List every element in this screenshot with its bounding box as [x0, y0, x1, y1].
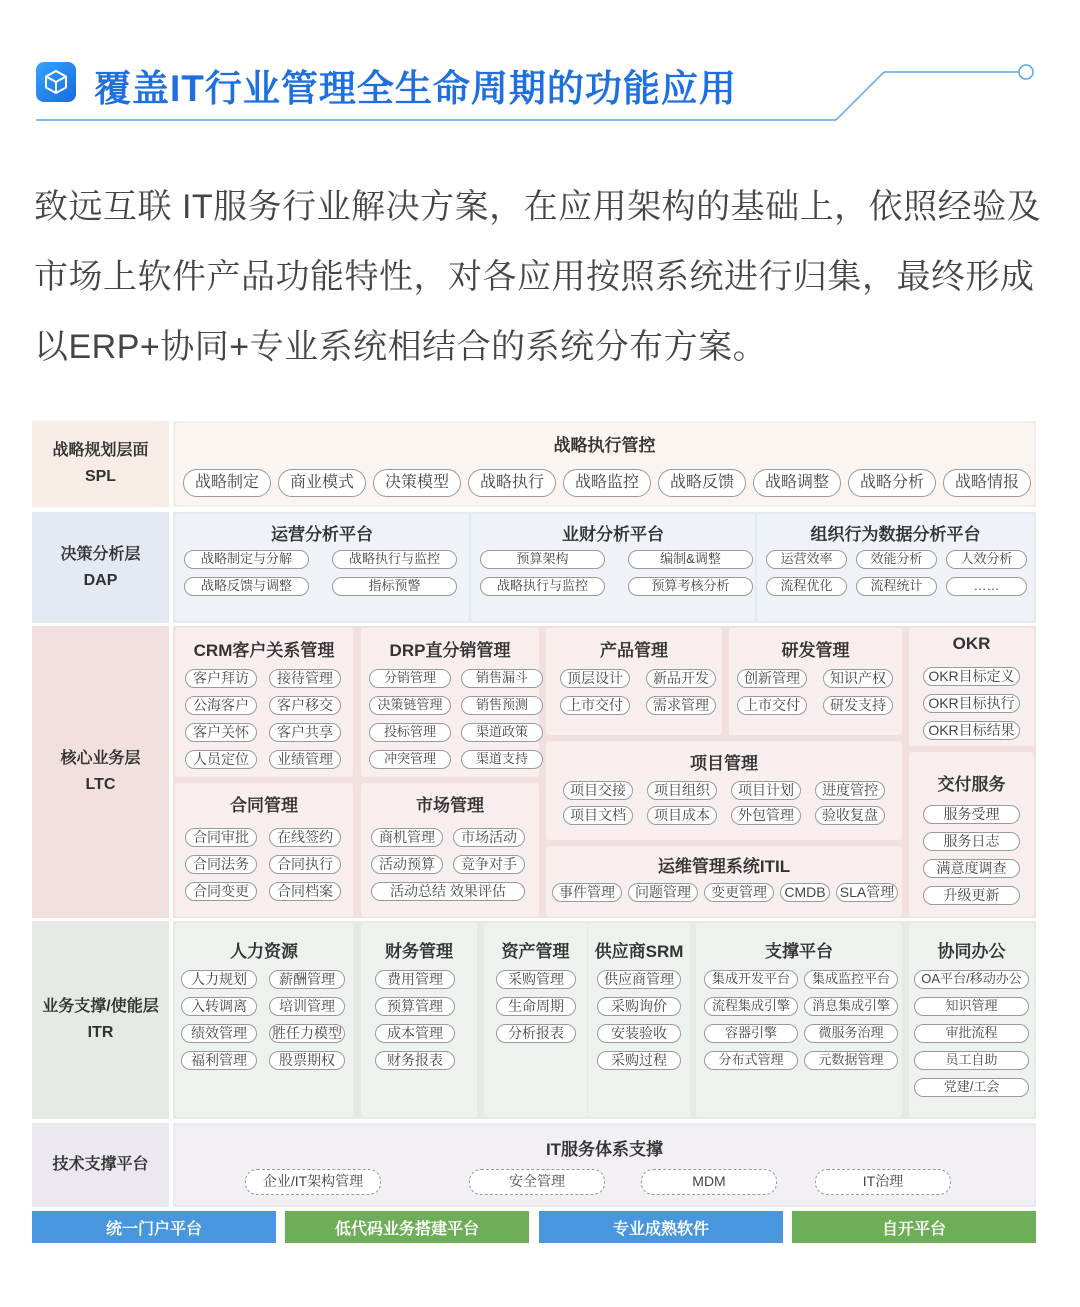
- item-pill: 效能分析: [856, 550, 937, 569]
- item-pill: 上市交付: [560, 696, 630, 715]
- strategy-pill: 战略监控: [563, 469, 651, 497]
- itil-box: [546, 846, 902, 917]
- item-pill: 知识产权: [823, 669, 893, 688]
- item-pill: CMDB: [780, 883, 830, 902]
- tech-pill: 企业/IT架构管理: [245, 1169, 381, 1195]
- item-pill: 股票期权: [269, 1051, 345, 1070]
- layer-name: 核心业务层: [60, 750, 141, 767]
- strategy-pill: 战略制定: [183, 469, 271, 497]
- contract-box-title: 合同管理: [230, 796, 298, 815]
- rnd-box: [729, 628, 902, 735]
- strategy-pill: 战略情报: [943, 469, 1031, 497]
- item-pill: 需求管理: [646, 696, 716, 715]
- hr-box: [175, 923, 353, 1117]
- tech-pill: 安全管理: [469, 1169, 605, 1195]
- layer-code: DAP: [83, 571, 118, 589]
- product-box: [546, 628, 722, 735]
- item-pill: 外包管理: [731, 806, 801, 825]
- item-pill: 市场活动: [453, 828, 525, 847]
- item-pill: 采购管理: [496, 970, 576, 989]
- item-pill: 预算考核分析: [628, 577, 753, 596]
- item-pill: 项目成本: [647, 806, 717, 825]
- item-pill: 顶层设计: [560, 669, 630, 688]
- item-pill: 知识管理: [914, 997, 1029, 1016]
- strategy-pill: 战略调整: [753, 469, 841, 497]
- layer-name: 技术支撑平台: [52, 1156, 149, 1173]
- item-pill: 分销管理: [369, 669, 451, 688]
- item-pill: 费用管理: [375, 970, 455, 989]
- item-pill: 培训管理: [269, 997, 345, 1016]
- item-pill: 运营效率: [766, 550, 847, 569]
- item-pill: 分布式管理: [704, 1051, 798, 1070]
- layer-label-dap: [32, 512, 169, 623]
- item-pill: 战略反馈与调整: [184, 577, 309, 596]
- item-pill: 客户拜访: [185, 669, 257, 688]
- item-pill: 薪酬管理: [269, 970, 345, 989]
- platform-bar: 统一门户平台: [32, 1211, 276, 1243]
- finance-box: [361, 923, 477, 1117]
- tech-box-title: IT服务体系支撑: [545, 1140, 664, 1159]
- dap-box-0-title: 运营分析平台: [271, 525, 373, 544]
- item-pill: 项目计划: [731, 781, 801, 800]
- delivery-box: [909, 752, 1034, 917]
- item-pill: 合同档案: [269, 882, 341, 901]
- spl-box: [175, 423, 1034, 505]
- collab-box-title: 协同办公: [937, 942, 1006, 961]
- itil-box-title: 运维管理系统ITIL: [657, 857, 791, 876]
- item-pill: 合同变更: [185, 882, 257, 901]
- contract-box: [175, 783, 353, 917]
- item-pill: 决策链管理: [369, 696, 451, 715]
- item-pill: 竞争对手: [453, 855, 525, 874]
- layer-label-spl: [32, 421, 169, 507]
- strategy-pill: 决策模型: [373, 469, 461, 497]
- platform-bar: 低代码业务搭建平台: [285, 1211, 529, 1243]
- collab-box: [909, 923, 1034, 1117]
- item-pill: ……: [946, 577, 1027, 596]
- support-box-title: 支撑平台: [765, 942, 833, 961]
- project-box: [546, 741, 902, 840]
- item-pill: 合同执行: [269, 855, 341, 874]
- item-pill: 合同法务: [185, 855, 257, 874]
- dap-box-2: [757, 514, 1034, 621]
- item-pill: 新品开发: [646, 669, 716, 688]
- item-pill: 元数据管理: [804, 1051, 898, 1070]
- strategy-pill: 战略分析: [848, 469, 936, 497]
- section-header: [36, 60, 1046, 124]
- item-pill: 业绩管理: [269, 750, 341, 769]
- item-pill: 消息集成引擎: [804, 997, 898, 1016]
- item-pill: 流程集成引擎: [704, 997, 798, 1016]
- spl-box-title: 战略执行管控: [553, 436, 656, 455]
- item-pill: 验收复盘: [815, 806, 885, 825]
- item-pill: 战略制定与分解: [184, 550, 309, 569]
- item-pill: 活动总结 效果评估: [371, 882, 525, 901]
- item-pill: 集成开发平台: [704, 970, 798, 989]
- item-pill: 客户共享: [269, 723, 341, 742]
- item-pill: 项目文档: [563, 806, 633, 825]
- item-pill: 绩效管理: [181, 1024, 257, 1043]
- item-pill: 采购询价: [597, 997, 681, 1016]
- tech-pill: MDM: [641, 1169, 777, 1195]
- item-pill: 容器引擎: [704, 1024, 798, 1043]
- dap-box-1-title: 业财分析平台: [562, 525, 664, 544]
- item-pill: 合同审批: [185, 828, 257, 847]
- item-pill: 福利管理: [181, 1051, 257, 1070]
- project-box-title: 项目管理: [690, 754, 758, 773]
- layer-code: ITR: [87, 1024, 114, 1041]
- item-pill: 渠道支持: [461, 750, 543, 769]
- item-pill: 供应商管理: [597, 970, 681, 989]
- item-pill: 分析报表: [496, 1024, 576, 1043]
- layer-code: LTC: [85, 776, 116, 793]
- asset-box: [484, 923, 587, 1117]
- item-pill: 冲突管理: [369, 750, 451, 769]
- item-pill: 集成监控平台: [804, 970, 898, 989]
- section-title: 覆盖IT行业管理全生命周期的功能应用: [94, 68, 737, 109]
- okr-box: [909, 628, 1034, 746]
- delivery-box-title: 交付服务: [937, 775, 1006, 794]
- item-pill: 人力规划: [181, 970, 257, 989]
- item-pill: OA平台/移动办公: [914, 970, 1029, 989]
- item-pill: 预算管理: [375, 997, 455, 1016]
- layer-label-ltc: [32, 626, 169, 918]
- item-pill: 问题管理: [628, 883, 698, 902]
- item-pill: OKR目标结果: [923, 721, 1020, 740]
- item-pill: 渠道政策: [461, 723, 543, 742]
- item-pill: 活动预算: [371, 855, 443, 874]
- platform-bar: 自开平台: [792, 1211, 1036, 1243]
- item-pill: 客户关怀: [185, 723, 257, 742]
- srm-box: [588, 923, 690, 1117]
- platform-bar: 专业成熟软件: [539, 1211, 783, 1243]
- crm-box-title: CRM客户关系管理: [193, 641, 335, 660]
- item-pill: 项目组织: [647, 781, 717, 800]
- item-pill: 党建/工会: [914, 1078, 1029, 1097]
- intro-paragraph: 致远互联 IT服务行业解决方案，在应用架构的基础上，依照经验及市场上软件产品功能特性，对各应用按照系统进行归集，最终形成以ERP+协同+专业系统相结合的系统分布方案。: [34, 188, 1042, 366]
- item-pill: 成本管理: [375, 1024, 455, 1043]
- item-pill: 预算架构: [480, 550, 605, 569]
- item-pill: 客户移交: [269, 696, 341, 715]
- item-pill: 事件管理: [552, 883, 622, 902]
- layer-name: 决策分析层: [60, 545, 141, 563]
- drp-box: [361, 628, 539, 777]
- tech-pill: IT治理: [815, 1169, 951, 1195]
- market-box: [361, 783, 539, 917]
- layer-label-itr: [32, 921, 169, 1119]
- item-pill: 入转调离: [181, 997, 257, 1016]
- item-pill: 销售预测: [461, 696, 543, 715]
- item-pill: 指标预警: [332, 577, 457, 596]
- dap-box-2-title: 组织行为数据分析平台: [810, 525, 981, 544]
- drp-box-title: DRP直分销管理: [389, 641, 511, 660]
- item-pill: 人效分析: [946, 550, 1027, 569]
- hr-box-title: 人力资源: [230, 942, 298, 961]
- item-pill: 员工自助: [914, 1051, 1029, 1070]
- item-pill: SLA管理: [836, 883, 898, 902]
- item-pill: 上市交付: [737, 696, 807, 715]
- item-pill: 研发支持: [823, 696, 893, 715]
- strategy-pill: 战略执行: [468, 469, 556, 497]
- layer-name: 业务支撑/使能层: [42, 998, 159, 1015]
- item-pill: 项目交接: [563, 781, 633, 800]
- item-pill: 财务报表: [375, 1051, 455, 1070]
- item-pill: 公海客户: [185, 696, 257, 715]
- layer-code: SPL: [84, 468, 117, 485]
- srm-box-title: 供应商SRM: [594, 942, 684, 961]
- architecture-diagram: [32, 421, 1036, 1243]
- item-pill: 服务日志: [923, 832, 1020, 851]
- finance-box-title: 财务管理: [385, 942, 453, 961]
- item-pill: 编制&调整: [628, 550, 753, 569]
- okr-box-title: OKR: [952, 634, 991, 653]
- dap-box-1: [471, 514, 755, 621]
- item-pill: 安装验收: [597, 1024, 681, 1043]
- item-pill: 创新管理: [737, 669, 807, 688]
- item-pill: 接待管理: [269, 669, 341, 688]
- tech-box: [175, 1125, 1034, 1205]
- layer-label-tech: [32, 1123, 169, 1207]
- market-box-title: 市场管理: [416, 796, 484, 815]
- item-pill: 投标管理: [369, 723, 451, 742]
- asset-box-title: 资产管理: [501, 942, 570, 961]
- strategy-pill: 战略反馈: [658, 469, 746, 497]
- item-pill: 战略执行与监控: [480, 577, 605, 596]
- item-pill: 服务受理: [923, 805, 1020, 824]
- item-pill: 战略执行与监控: [332, 550, 457, 569]
- cube-icon: [36, 62, 76, 102]
- rnd-box-title: 研发管理: [781, 641, 850, 660]
- dap-box-0: [175, 514, 469, 621]
- item-pill: OKR目标定义: [923, 667, 1020, 686]
- crm-box: [175, 628, 353, 777]
- item-pill: 升级更新: [923, 886, 1020, 905]
- layer-name: 战略规划层面: [52, 442, 149, 459]
- product-box-title: 产品管理: [600, 641, 668, 660]
- item-pill: 进度管控: [815, 781, 885, 800]
- item-pill: 人员定位: [185, 750, 257, 769]
- item-pill: OKR目标执行: [923, 694, 1020, 713]
- item-pill: 满意度调查: [923, 859, 1020, 878]
- item-pill: 微服务治理: [804, 1024, 898, 1043]
- item-pill: 销售漏斗: [461, 669, 543, 688]
- item-pill: 流程优化: [766, 577, 847, 596]
- item-pill: 在线签约: [269, 828, 341, 847]
- item-pill: 变更管理: [704, 883, 774, 902]
- item-pill: 胜任力模型: [269, 1024, 345, 1043]
- item-pill: 采购过程: [597, 1051, 681, 1070]
- item-pill: 生命周期: [496, 997, 576, 1016]
- support-box: [696, 923, 902, 1117]
- item-pill: 流程统计: [856, 577, 937, 596]
- item-pill: 商机管理: [371, 828, 443, 847]
- strategy-pill: 商业模式: [278, 469, 366, 497]
- item-pill: 审批流程: [914, 1024, 1029, 1043]
